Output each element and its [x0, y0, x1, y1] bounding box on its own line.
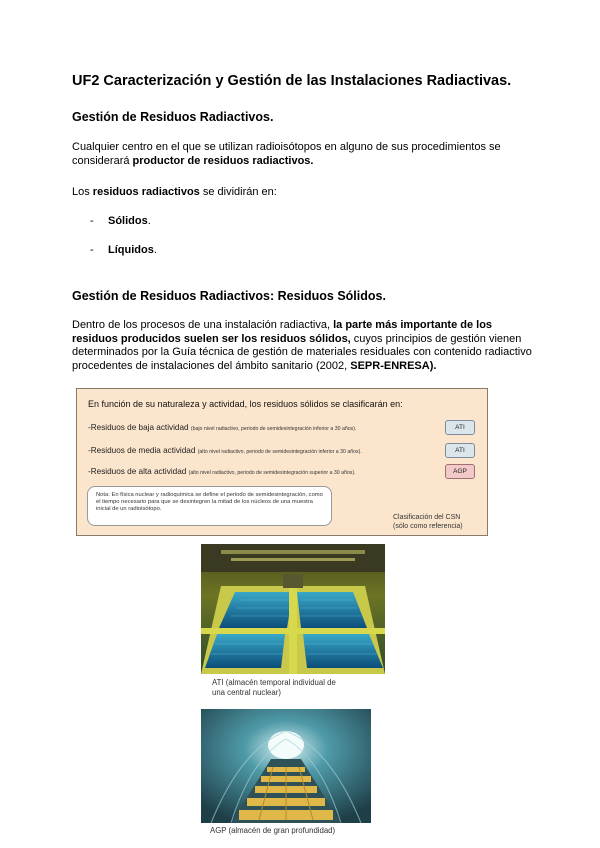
- classification-row: [88, 423, 356, 432]
- figure-source: [393, 513, 463, 531]
- paragraph-division: [72, 186, 532, 200]
- list-item-text: Sólidos: [108, 215, 148, 227]
- paragraph-text: se dividirán en:: [199, 186, 277, 198]
- paragraph-bold: SEPR-ENRESA).: [350, 359, 437, 372]
- list-dash: -: [90, 244, 94, 256]
- tag-agp: AGP: [445, 464, 475, 479]
- source-line: (sólo como referencia): [393, 523, 463, 530]
- paragraph-bold: productor de residuos radiactivos.: [132, 154, 314, 167]
- tag-ati: ATI: [445, 443, 475, 458]
- list-item: [90, 244, 157, 256]
- row-detail: (alto nivel radiactivo, periodo de semidesintegración superior a 30 años).: [188, 470, 356, 476]
- agp-tunnel-photo: [201, 709, 371, 823]
- list-item: [90, 215, 151, 227]
- agp-tunnel-image: [201, 709, 371, 823]
- classification-figure: [76, 388, 488, 536]
- page-title: UF2 Caracterización y Gestión de las Instalaciones Radiactivas.: [72, 73, 512, 89]
- photo-caption: [212, 678, 336, 698]
- note-box: Nota: En física nuclear y radioquímica se define el periodo de semidesintegración, como el tiempo necesario para que se desintegren la mitad de los núcleos de una muestra inicial de un radioisótopo.: [87, 486, 332, 526]
- list-dash: -: [90, 215, 94, 227]
- list-item-suffix: .: [153, 244, 157, 256]
- caption-line: ATI (almacén temporal individual de: [212, 678, 336, 687]
- paragraph-text: Los: [72, 186, 93, 198]
- ati-pool-image: [201, 544, 385, 674]
- section-heading-residuos: Gestión de Residuos Radiactivos.: [72, 110, 274, 124]
- classification-row: [88, 446, 362, 455]
- paragraph-bold: residuos radiactivos: [92, 186, 200, 198]
- row-detail: (alto nivel radiactivo, periodo de semidesintegración inferior a 30 años).: [197, 449, 362, 455]
- caption-line: una central nuclear): [212, 688, 281, 697]
- paragraph-text: Dentro de los procesos de una instalación radiactiva,: [72, 319, 334, 331]
- list-item-text: Líquidos: [108, 244, 154, 256]
- list-item-suffix: .: [147, 215, 151, 227]
- paragraph-productor: [72, 141, 532, 168]
- photo-caption: AGP (almacén de gran profundidad): [210, 826, 336, 835]
- tag-ati: ATI: [445, 420, 475, 435]
- classification-row: [88, 467, 356, 476]
- paragraph-bold: la parte más importante de los residuos producidos suelen ser los residuos sólidos,: [72, 319, 493, 345]
- row-label: -Residuos de baja actividad: [88, 423, 189, 432]
- row-detail: (bajo nivel radiactivo, periodo de semidesintegración inferior a 30 años).: [190, 426, 357, 432]
- row-label: -Residuos de media actividad: [88, 446, 196, 455]
- row-label: -Residuos de alta actividad: [88, 467, 187, 476]
- paragraph-text: cuyos principios de gestión vienen determinados por la Guía técnica de gestión de materiales residuales con contenido radiactivo procedentes de instalaciones del ámbito sanitario (2002,: [72, 332, 532, 372]
- paragraph-solidos: [72, 319, 534, 373]
- paragraph-text: Cualquier centro en el que se utilizan radioisótopos en alguno de sus procedimientos se considerará: [72, 141, 501, 167]
- ati-pool-photo: [201, 544, 385, 674]
- figure-heading: En función de su naturaleza y actividad, los residuos sólidos se clasificarán en:: [88, 399, 403, 409]
- source-line: Clasificación del CSN: [393, 514, 461, 521]
- section-heading-solidos: Gestión de Residuos Radiactivos: Residuos Sólidos.: [72, 289, 386, 303]
